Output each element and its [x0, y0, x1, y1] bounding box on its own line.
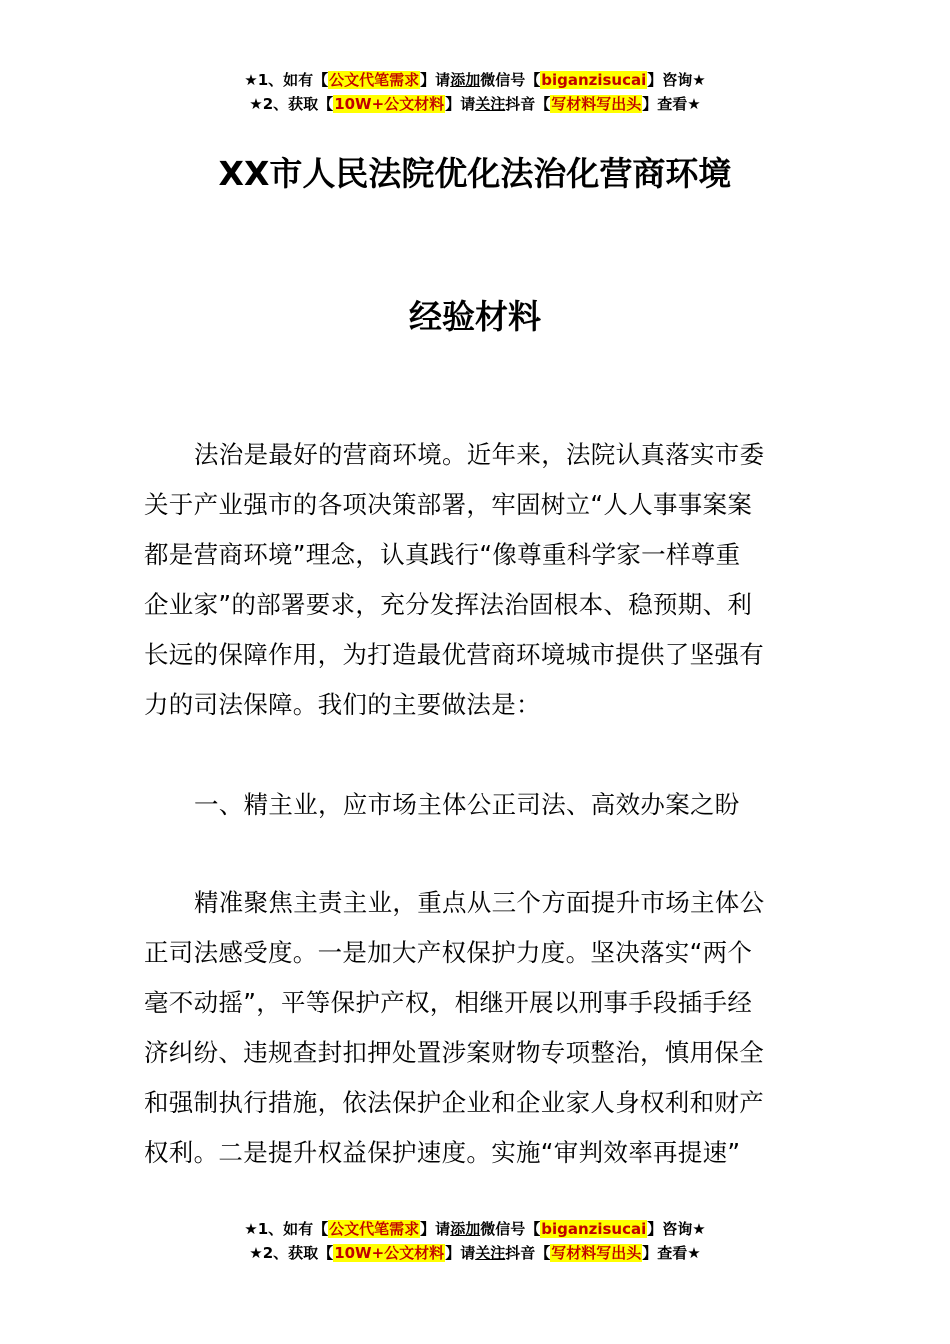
promo-highlight: 公文代笔需求 — [329, 71, 420, 89]
text-line: 法治是最好的营商环境。近年来，法院认真落实市委 — [194, 440, 765, 469]
promo-text: 】查看★ — [642, 1244, 701, 1262]
promo-text: 】查看★ — [642, 95, 701, 113]
paragraph-section-1 — [144, 878, 806, 1178]
text-line: 正司法感受度。一是加大产权保护力度。坚决落实“两个 — [144, 938, 753, 967]
text-line: 权利。二是提升权益保护速度。实施“审判效率再提速” — [144, 1138, 741, 1167]
promo-text: 】咨询★ — [647, 1220, 706, 1238]
text-line: 长远的保障作用，为打造最优营商环境城市提供了坚强有 — [144, 640, 764, 669]
promo-highlight: 10W+公文材料 — [334, 95, 445, 113]
text-line: 济纠纷、违规查封扣押处置涉案财物专项整治，慎用保全 — [144, 1038, 764, 1067]
footer-promo-banner — [0, 1217, 950, 1265]
promo-highlight: 公文代笔需求 — [329, 1220, 420, 1238]
promo-line-1 — [0, 68, 950, 92]
promo-text: ★1、如有【 — [244, 71, 329, 89]
promo-text: 】请 — [420, 71, 451, 89]
header-promo-banner — [0, 68, 950, 116]
promo-text: 微信号【 — [480, 71, 541, 89]
promo-text: ★2、获取【 — [249, 1244, 334, 1262]
document-title: XX市人民法院优化法治化营商环境 — [218, 154, 732, 193]
promo-text: ★1、如有【 — [244, 1220, 329, 1238]
text-line: 毫不动摇”，平等保护产权，相继开展以刑事手段插手经 — [144, 988, 753, 1017]
promo-highlight: biganzisucai — [541, 1220, 647, 1238]
promo-text: 微信号【 — [480, 1220, 541, 1238]
promo-text: 】请 — [420, 1220, 451, 1238]
document-subtitle: 经验材料 — [409, 297, 541, 336]
text-line: 力的司法保障。我们的主要做法是： — [144, 690, 541, 719]
text-line: 精准聚焦主责主业，重点从三个方面提升市场主体公 — [194, 888, 765, 917]
promo-text: 】请 — [445, 95, 476, 113]
text-line: 一、精主业，应市场主体公正司法、高效办案之盼 — [194, 790, 740, 819]
promo-highlight: 10W+公文材料 — [334, 1244, 445, 1262]
text-line: 企业家”的部署要求，充分发挥法治固根本、稳预期、利 — [144, 590, 753, 619]
promo-highlight: 写材料写出头 — [551, 95, 642, 113]
promo-text: 抖音【 — [505, 95, 551, 113]
promo-underline: 关注 — [475, 1244, 506, 1262]
text-line: 和强制执行措施，依法保护企业和企业家人身权利和财产 — [144, 1088, 764, 1117]
promo-text: 】请 — [445, 1244, 476, 1262]
promo-highlight: 写材料写出头 — [551, 1244, 642, 1262]
promo-line-2 — [0, 1241, 950, 1265]
promo-line-1 — [0, 1217, 950, 1241]
promo-line-2 — [0, 92, 950, 116]
section-heading — [144, 780, 806, 830]
paragraph-intro — [144, 430, 806, 730]
promo-text: 】咨询★ — [647, 71, 706, 89]
promo-text: 抖音【 — [505, 1244, 551, 1262]
promo-highlight: biganzisucai — [541, 71, 647, 89]
promo-text: ★2、获取【 — [249, 95, 334, 113]
text-line: 关于产业强市的各项决策部署，牢固树立“人人事事案案 — [144, 490, 753, 519]
promo-underline: 关注 — [475, 95, 506, 113]
promo-underline: 添加 — [450, 71, 481, 89]
text-line: 都是营商环境”理念，认真践行“像尊重科学家一样尊重 — [144, 540, 741, 569]
promo-underline: 添加 — [450, 1220, 481, 1238]
